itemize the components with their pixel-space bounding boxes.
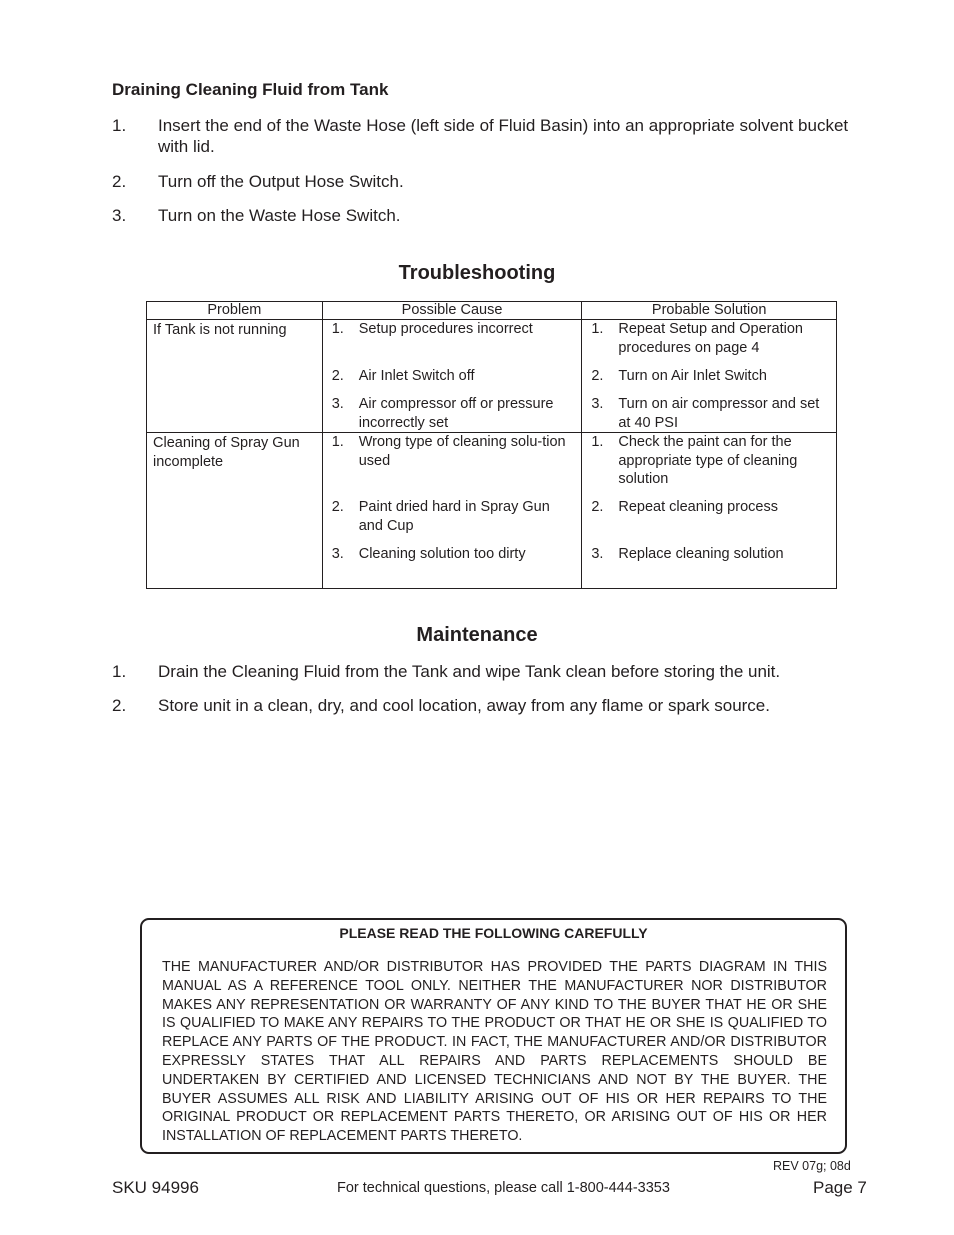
solution-text: Repeat cleaning process — [618, 499, 778, 516]
step-text: Drain the Cleaning Fluid from the Tank and wipe Tank clean before storing the unit. — [158, 662, 781, 681]
problem-cell: If Tank is not running — [147, 320, 323, 433]
column-header-problem: Problem — [147, 302, 323, 320]
list-item: 1. Setup procedures incorrect — [331, 321, 533, 337]
step-text: Turn off the Output Hose Switch. — [158, 172, 404, 191]
list-item: 2. Repeat cleaning process — [591, 499, 778, 516]
list-item: 1. Repeat Setup and Operation procedures on page 4 — [591, 321, 803, 356]
step-number: 3. — [112, 206, 127, 225]
support-phone-text: For technical questions, please call 1-800-444-3353 — [337, 1180, 670, 1196]
step-text: Store unit in a clean, dry, and cool location, away from any flame or spark source. — [158, 696, 770, 715]
cause-text: Wrong type of cleaning solu-tion used — [358, 434, 566, 469]
revision-label: REV 07g; 08d — [773, 1159, 851, 1173]
troubleshooting-table — [146, 301, 837, 589]
list-item: 3. Air compressor off or pressure incorrectly set — [331, 396, 554, 431]
solution-text: Repeat Setup and Operation procedures on page 4 — [618, 321, 803, 356]
list-item: 2. Turn on Air Inlet Switch — [591, 368, 767, 384]
step-text: Insert the end of the Waste Hose (left side of Fluid Basin) into an appropriate solvent bucket with lid. — [158, 116, 849, 156]
step-number: 1. — [112, 662, 127, 681]
cause-cell — [322, 433, 582, 589]
problem-cell: Cleaning of Spray Gun incomplete — [147, 433, 323, 589]
sku-label: SKU 94996 — [112, 1178, 199, 1197]
notice-box — [140, 918, 847, 1154]
solution-text: Turn on air compressor and set at 40 PSI — [618, 396, 820, 431]
table-row — [147, 320, 837, 433]
column-header-cause: Possible Cause — [322, 302, 582, 320]
cause-text: Setup procedures incorrect — [358, 321, 533, 337]
solution-text: Check the paint can for the appropriate type of cleaning solution — [618, 434, 798, 488]
draining-heading: Draining Cleaning Fluid from Tank — [112, 80, 389, 99]
table-row — [147, 433, 837, 589]
step-text: Turn on the Waste Hose Switch. — [158, 206, 401, 225]
maintenance-title: Maintenance — [416, 624, 538, 646]
cause-cell — [322, 320, 582, 433]
cause-text: Air compressor off or pressure incorrectly set — [358, 396, 554, 431]
solution-cell — [582, 433, 837, 589]
list-item: 2. Paint dried hard in Spray Gun and Cup — [331, 499, 550, 534]
troubleshooting-title: Troubleshooting — [398, 262, 556, 284]
list-item: 3. Cleaning solution too dirty — [331, 546, 526, 563]
solution-cell — [582, 320, 837, 433]
list-item: 2. Air Inlet Switch off — [331, 368, 475, 384]
column-header-solution: Probable Solution — [582, 302, 837, 320]
list-item: 1. Check the paint can for the appropriate type of cleaning solution — [591, 434, 798, 488]
solution-text: Turn on Air Inlet Switch — [618, 368, 767, 384]
step-number: 2. — [112, 696, 127, 715]
solution-text: Replace cleaning solution — [618, 546, 784, 563]
notice-body: THE MANUFACTURER AND/OR DISTRIBUTOR HAS PROVIDED THE PARTS DIAGRAM IN THIS MANUAL AS A REFERENCE TOOL ONLY. NEITHER THE MANUFACTURER NOR DISTRIBUTOR MAKES ANY REPRESENTATION OR WARRANTY OF ANY KIND TO THE BUYER THAT HE OR SHE IS QUALIFIED TO MAKE ANY REPAIRS TO THE PRODUCT OR THAT HE OR SHE IS QUALIFIED TO REPLACE ANY PARTS OF THE PRODUCT. IN FACT, THE MANUFACTURER AND/OR DISTRIBUTOR EXPRESSLY STATES THAT ALL REPAIRS AND PARTS REPLACEMENTS SHOULD BE UNDERTAKEN BY CERTIFIED AND LICENSED TECHNICIANS AND NOT BY THE BUYER. THE BUYER ASSUMES ALL RISK AND LIABILITY ARISING OUT OF HIS OR HER REPAIRS TO THE ORIGINAL PRODUCT OR REPLACEMENT PARTS THERETO, OR ARISING OUT OF HIS OR HER INSTALLATION OF REPLACEMENT PARTS THERETO. — [162, 959, 827, 1145]
list-item: 3. Replace cleaning solution — [591, 546, 784, 563]
cause-text: Air Inlet Switch off — [358, 368, 475, 384]
cause-text: Paint dried hard in Spray Gun and Cup — [358, 499, 550, 534]
cause-text: Cleaning solution too dirty — [358, 546, 526, 563]
table-header-row — [147, 302, 837, 320]
notice-title: PLEASE READ THE FOLLOWING CAREFULLY — [339, 925, 648, 941]
list-item: 3. Turn on air compressor and set at 40 PSI — [591, 396, 820, 431]
page-number: Page 7 — [813, 1178, 867, 1197]
step-number: 2. — [112, 172, 127, 191]
step-number: 1. — [112, 116, 127, 135]
list-item: 1. Wrong type of cleaning solu-tion used — [331, 434, 566, 469]
